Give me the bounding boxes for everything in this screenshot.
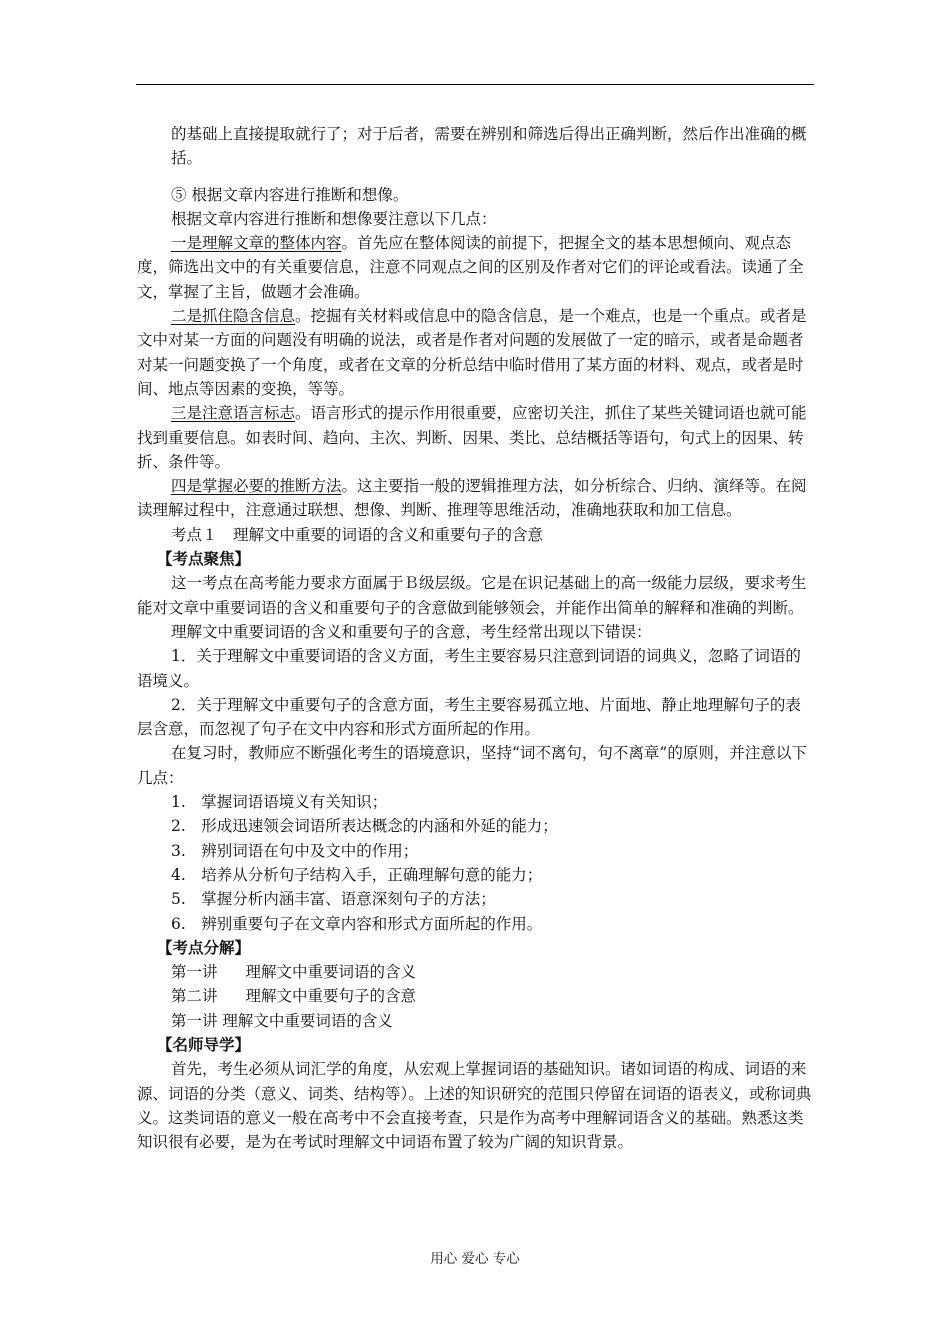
lecture-2-line bbox=[137, 984, 815, 1008]
list-item: 5. 掌握分析内涵丰富、语意深刻句子的方法； bbox=[171, 890, 496, 909]
section-heading-decomp: 【考点分解】 bbox=[157, 937, 251, 957]
paragraph-continuation: 的基础上直接提取就行了；对于后者，需要在辨别和筛选后得出正确判断，然后作出准确的概括。 bbox=[171, 125, 807, 168]
point-2-text: 。挖掘有关材料或信息中的隐含信息，是一个难点，也是一个重点。或者是文中对某一方面的问题没有明确的说法，或者是作者对问题的发展做了一定的暗示，或者是命题者对某一问题变换了一个角度，或者在文章的分析总结中临时借用了某方面的材料、观点，或者是时间、地点等因素的变换，等等。 bbox=[137, 307, 807, 398]
list-item: 4. 培养从分析句子结构入手，正确理解句意的能力； bbox=[171, 865, 543, 884]
header-rule bbox=[136, 84, 814, 85]
section-heading-focus: 【考点聚焦】 bbox=[157, 549, 251, 569]
point-1 bbox=[137, 231, 815, 304]
inference-intro: 根据文章内容进行推断和想像要注意以下几点： bbox=[171, 209, 497, 228]
lecture-2-title: 理解文中重要句子的含意 bbox=[245, 987, 417, 1006]
errors-intro: 理解文中重要词语的含义和重要句子的含意，考生经常出现以下错误： bbox=[171, 622, 652, 641]
item-5: ⑤ 根据文章内容进行推断和想像。 bbox=[171, 185, 409, 204]
lecture-2-label: 第二讲 bbox=[171, 987, 218, 1006]
list-item: 2. 形成迅速领会词语所表达概念的内涵和外延的能力； bbox=[171, 817, 558, 836]
point-3-title: 三是注意语言标志 bbox=[171, 404, 296, 423]
lecture-1-title: 理解文中重要词语的含义 bbox=[245, 963, 417, 982]
point-4-text: 。这主要指一般的逻辑推理方法，如分析综合、归纳、演绎等。在阅读理解过程中，注意通过联想、想像、判断、推理等思维活动，准确地获取和加工信息。 bbox=[137, 477, 807, 520]
point-2 bbox=[137, 304, 815, 401]
point-4 bbox=[137, 474, 815, 523]
guide-text: 首先，考生必须从词汇学的角度，从宏观上掌握词语的基础知识。诸如词语的构成、词语的来源、词语的分类（意义、词类、结构等）。上述的知识研究的范围只停留在词语的语表义，或称词典义。这类词语的意义一般在高考中不会直接考查，只是作为高考中理解词语含义的基础。熟悉这类知识很有必要，是为在考试时理解文中词语布置了较为广阔的知识背景。 bbox=[137, 1060, 812, 1152]
error-1: 1．关于理解文中重要词语的含义方面，考生主要容易只注意到词语的词典义，忽略了词语的语境义。 bbox=[137, 647, 801, 690]
list-item: 3. 辨别词语在句中及文中的作用； bbox=[171, 841, 419, 860]
spacer bbox=[137, 171, 815, 183]
focus-text: 这一考点在高考能力要求方面属于Ｂ级层级。它是在识记基础上的高一级能力层级，要求考生能对文章中重要词语的含义和重要句子的含意做到能够领会，并能作出简单的解释和准确的判断。 bbox=[137, 574, 807, 617]
list-item: 6. 辨别重要句子在文章内容和形式方面所起的作用。 bbox=[171, 914, 543, 933]
lecture-1-line bbox=[137, 960, 815, 984]
point-1-text: 。首先应在整体阅读的前提下，把握全文的基本思想倾向、观点态度，筛选出文中的有关重要信息，注意不同观点之间的区别及作者对它们的评论或看法。读通了全文，掌握了主旨，做题才会准确。 bbox=[137, 234, 804, 301]
point-3 bbox=[137, 401, 815, 474]
point-3-text: 。语言形式的提示作用很重要，应密切关注，抓住了某些关键词语也就可能找到重要信息。如表时间、趋向、主次、判断、因果、类比、总结概括等语句，句式上的因果、转折、条件等。 bbox=[137, 404, 807, 471]
error-2: 2．关于理解文中重要句子的含意方面，考生主要容易孤立地、片面地、静止地理解句子的表层含意，而忽视了句子在文中内容和形式方面所起的作用。 bbox=[137, 695, 801, 739]
point-4-title: 四是掌握必要的推断方法 bbox=[171, 477, 342, 496]
point-1-title: 一是理解文章的整体内容 bbox=[171, 234, 342, 253]
section-heading-guide: 【名师导学】 bbox=[157, 1034, 251, 1054]
review-text: 在复习时，教师应不断强化考生的语境意识，坚持“词不离句，句不离章”的原则，并注意以下几点： bbox=[137, 744, 807, 787]
lecture-1-heading: 第一讲 理解文中重要词语的含义 bbox=[171, 1011, 393, 1030]
kaodian-1-title: 考点１ 理解文中重要的词语的含义和重要句子的含意 bbox=[171, 525, 544, 544]
page-footer: 用心 爱心 专心 bbox=[430, 1251, 520, 1267]
lecture-1-label: 第一讲 bbox=[171, 963, 218, 982]
point-2-title: 二是抓住隐含信息 bbox=[171, 307, 296, 326]
list-item: 1. 掌握词语语境义有关知识； bbox=[171, 793, 388, 812]
page-content bbox=[137, 122, 815, 1154]
